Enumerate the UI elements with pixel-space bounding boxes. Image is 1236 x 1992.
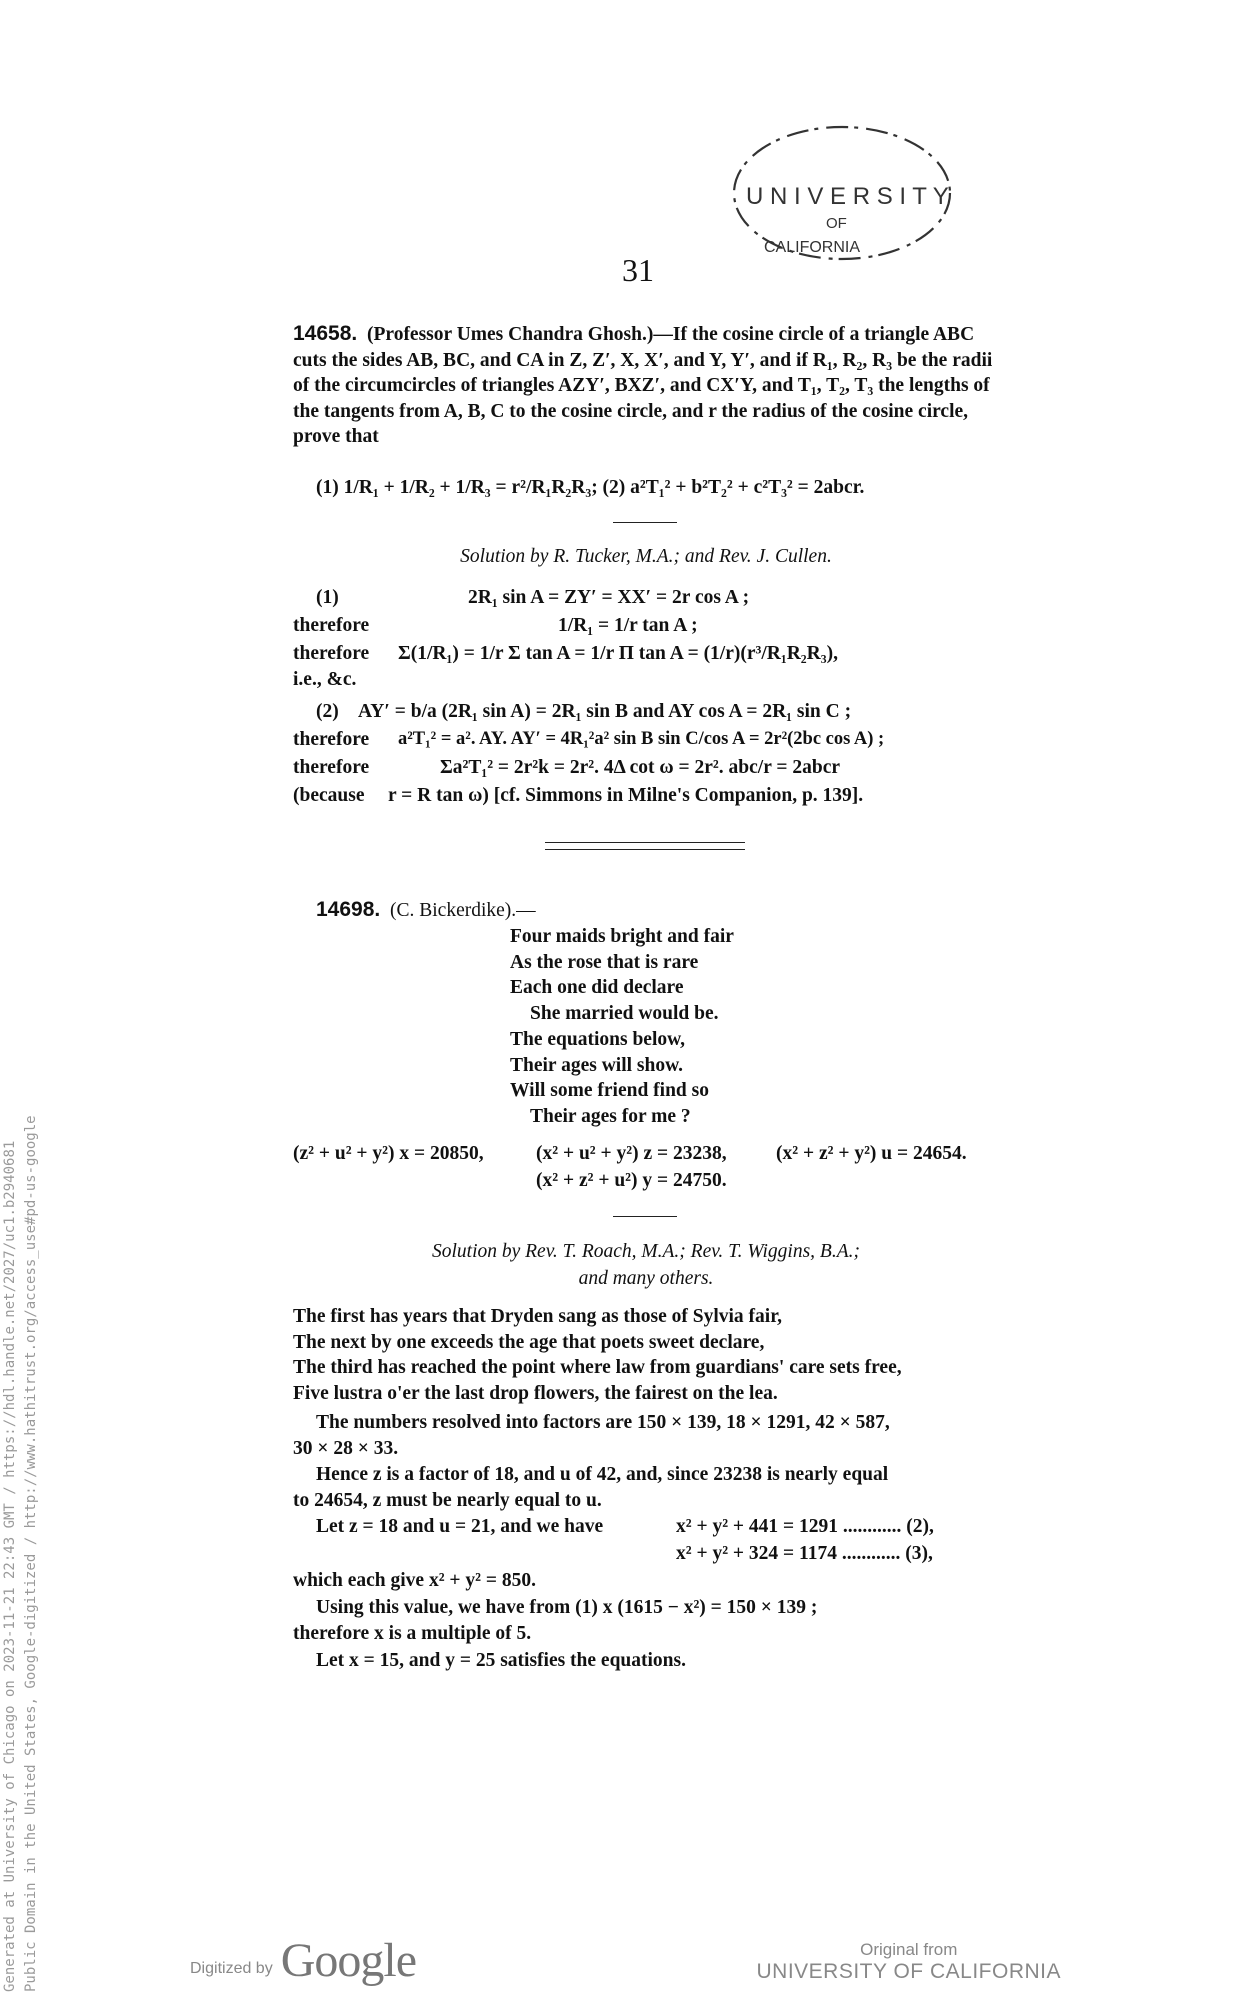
original-from [757,1940,1062,1984]
google-logo: Google [280,1934,417,1987]
paragraph-final: Let x = 15, and y = 25 satisfies the equations. [316,1650,686,1671]
stamp-line2: OF [826,215,847,232]
problem-number: 14698. [316,898,381,921]
paragraph-let-z: Let z = 18 and u = 21, and we have [316,1516,604,1537]
equation-2: (x² + u² + y²) z = 23238, [536,1143,727,1164]
library-stamp [726,118,958,268]
paragraph-which: which each give x² + y² = 850. [293,1570,536,1591]
sol-label: therefore [293,729,370,750]
short-divider [613,522,677,523]
sol-label: (1) [316,587,339,608]
sol-label: therefore [293,615,370,636]
sol-label: therefore [293,643,370,664]
sol-expr: 2R₁ sin A = ZY′ = XX′ = 2r cos A ; [468,587,750,608]
problem-author: (C. Bickerdike).— [389,900,536,921]
sol-expr: AY′ = b/a (2R₁ sin A) = 2R₁ sin B and AY cos A = 2R₁ sin C ; [358,701,852,722]
paragraph-using: Using this value, we have from (1) x (1615 − x²) = 150 × 139 ; [316,1597,818,1618]
hathitrust-watermark [0,1115,42,1992]
paragraph-factors: The numbers resolved into factors are 150 × 139, 18 × 1291, 42 × 587, [316,1412,890,1433]
stamp-line1: U N I V E R S I T Y [746,183,949,210]
sol-label: therefore [293,757,370,778]
poem-line: Their ages for me ? [530,1105,691,1127]
watermark-line2: Public Domain in the United States, Google-digitized / http://www.hathitrust.org/access_use#pd-us-google [23,1115,39,1992]
verse-line: The third has reached the point where law from guardians' care sets free, [293,1357,902,1379]
stamp-line3: CALIFORNIA [764,239,861,256]
problem-number: 14658. [293,322,358,345]
double-divider-bottom [545,849,745,850]
poem-line: Their ages will show. [510,1054,683,1076]
problem-text: —If the cosine circle of a triangle ABC cuts the sides AB, BC, and CA in Z, Z′, X, X′, and Y, Y′, and if R₁, R₂, R₃ be the radii of the circumcircles of triangles AZY′, BXZ′, and CX′Y, and T₁, T₂, T₃ the lengths of the tangents from A, B, C to the cosine circle, and r the radius of the cosine circle, prove that [293,324,993,448]
sol-expr: Σa²T₁² = 2r²k = 2r². 4Δ cot ω = 2r². abc/r = 2abcr [440,757,841,778]
solution-heading-2: Solution by Rev. T. Roach, M.A.; Rev. T. Wiggins, B.A.; [431,1241,860,1262]
digitized-by-google [190,1933,416,1988]
paragraph-hence: Hence z is a factor of 18, and u of 42, and, since 23238 is nearly equal [316,1464,889,1485]
sol-expr: a²T₁² = a². AY. AY′ = 4R₁²a² sin B sin C/cos A = 2r²(2bc cos A) ; [398,729,885,749]
poem-line: The equations below, [510,1028,685,1050]
short-divider [613,1216,677,1217]
poem-line: Will some friend find so [510,1080,709,1102]
solution-verse [293,1304,902,1406]
equation-4: (x² + z² + u²) y = 24750. [536,1170,727,1191]
equation-3-result: x² + y² + 324 = 1174 ............ (3), [676,1543,933,1564]
verse-line: The first has years that Dryden sang as those of Sylvia fair, [293,1306,782,1327]
paragraph-hence-cont: to 24654, z must be nearly equal to u. [293,1490,602,1511]
problem-formula: (1) 1/R₁ + 1/R₂ + 1/R₃ = r²/R₁R₂R₃; (2) a²T₁² + b²T₂² + c²T₃² = 2abcr. [316,477,865,498]
poem-line: Four maids bright and fair [510,926,734,947]
equation-2-result: x² + y² + 441 = 1291 ............ (2), [676,1516,934,1537]
original-from-text: Original from [860,1940,958,1959]
sol-label: (2) [316,701,339,722]
poem-line: As the rose that is rare [510,951,699,973]
sol-label: (because [293,785,365,806]
problem-14658-statement [293,321,999,450]
double-divider-top [545,842,745,843]
sol-label: i.e., &c. [293,669,357,690]
paragraph-factors-cont: 30 × 28 × 33. [293,1438,399,1459]
solution-heading-1: Solution by R. Tucker, M.A.; and Rev. J. Cullen. [460,546,832,567]
page-number: 31 [622,252,654,288]
sol-expr: r = R tan ω) [cf. Simmons in Milne's Companion, p. 139]. [388,785,864,806]
solution-subheading-2: and many others. [578,1268,714,1289]
university-text: UNIVERSITY OF CALIFORNIA [756,1960,1061,1983]
poem-line: She married would be. [530,1003,719,1025]
verse-line: Five lustra o'er the last drop flowers, the fairest on the lea. [293,1382,778,1404]
problem-author: (Professor Umes Chandra Ghosh.) [366,324,654,345]
equation-3: (x² + z² + y²) u = 24654. [776,1143,967,1164]
sol-expr: Σ(1/R₁) = 1/r Σ tan A = 1/r Π tan A = (1/r)(r³/R₁R₂R₃), [398,643,838,664]
poem [510,924,734,1130]
digitized-by-text: Digitized by [190,1960,273,1977]
problem-14698-header [316,898,536,922]
poem-line: Each one did declare [510,977,684,999]
equation-1: (z² + u² + y²) x = 20850, [293,1143,484,1164]
sol-expr: 1/R₁ = 1/r tan A ; [558,615,698,636]
paragraph-using-cont: therefore x is a multiple of 5. [293,1623,532,1644]
watermark-line1: Generated at University of Chicago on 2023-11-21 22:43 GMT / https://hdl.handle.net/2027/uc1.b2940681 [2,1140,18,1992]
verse-line: The next by one exceeds the age that poets sweet declare, [293,1331,765,1353]
